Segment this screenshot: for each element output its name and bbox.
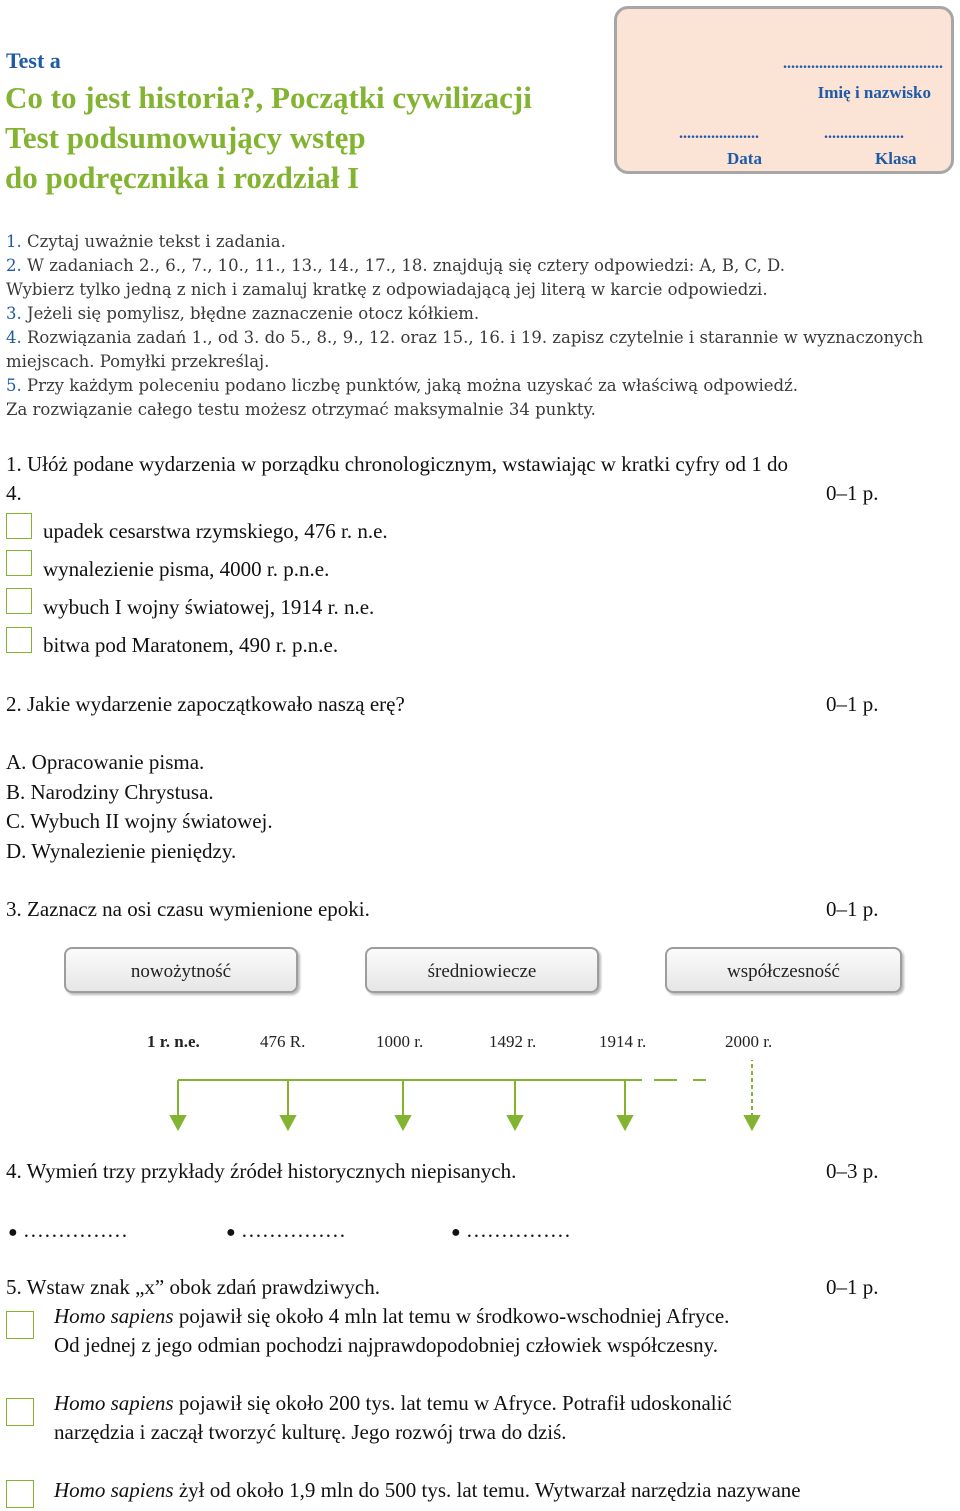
tick-arrow-6 [745, 1116, 759, 1129]
q5-text: 5. Wstaw znak „x” obok zdań prawdziwych. [6, 1275, 380, 1299]
tick-arrow-2 [281, 1116, 295, 1129]
q2-option-c: C. Wybuch II wojny światowej. [6, 809, 273, 833]
q4-text: 4. Wymień trzy przykłady źródeł historycznych niepisanych. [6, 1159, 517, 1183]
q2-option-a: A. Opracowanie pisma. [6, 750, 205, 774]
bullet-icon: ● [8, 1224, 18, 1241]
q1-answer-box-1[interactable] [6, 513, 32, 539]
q1-answer-box-3[interactable] [6, 588, 32, 614]
q5-answer-box-1[interactable] [6, 1311, 34, 1339]
class-label: Klasa [875, 149, 917, 168]
q1-points: 0–1 p. [826, 481, 879, 505]
instr-1-num: 1. [6, 232, 22, 251]
q2-points: 0–1 p. [826, 692, 879, 716]
q1-text: 1. Ułóż podane wydarzenia w porządku chronologicznym, wstawiając w kratki cyfry od 1 do [6, 452, 788, 476]
q4-blank-1: …………… [22, 1218, 128, 1242]
instr-3-num: 3. [6, 304, 22, 323]
tick-arrow-3 [396, 1116, 410, 1129]
bullet-icon: ● [226, 1224, 236, 1241]
q1-item-1: upadek cesarstwa rzymskiego, 476 r. n.e. [43, 519, 388, 543]
student-info-box [614, 6, 954, 174]
instr-5-text-b: Za rozwiązanie całego testu możesz otrzymać maksymalnie 34 punkty. [6, 400, 596, 419]
instr-4-num: 4. [6, 328, 22, 347]
q5-s3-species: Homo sapiens [54, 1478, 174, 1502]
title-line-3: do podręcznika i rozdział I [5, 160, 360, 195]
date-dots: .................... [679, 125, 759, 142]
tick-arrow-1 [171, 1116, 185, 1129]
q2-text: 2. Jakie wydarzenie zapoczątkowało naszą erę? [6, 692, 405, 716]
q3-text: 3. Zaznacz na osi czasu wymienione epoki. [6, 897, 370, 921]
q4-answer-1[interactable] [8, 1218, 128, 1243]
q5-s2-text: pojawił się około 200 tys. lat temu w Afryce. Potrafił udoskonalić [173, 1391, 732, 1415]
q4-blank-3: …………… [465, 1218, 571, 1242]
q5-s1-species: Homo sapiens [54, 1304, 174, 1328]
tick-label-4: 1492 r. [489, 1032, 537, 1051]
timeline-axis [0, 1060, 960, 1140]
q1-item-3: wybuch I wojny światowej, 1914 r. n.e. [43, 595, 375, 619]
epoch-card-nowozytnosc[interactable]: nowożytność [64, 947, 298, 993]
instr-4-text-b: miejscach. Pomyłki przekreślaj. [6, 352, 270, 371]
q1-item-2: wynalezienie pisma, 4000 r. p.n.e. [43, 557, 330, 581]
q3-points: 0–1 p. [826, 897, 879, 921]
instr-4-text: Rozwiązania zadań 1., od 3. do 5., 8., 9., 12. oraz 15., 16. i 19. zapisz czytelnie i starannie w wyznaczonych [27, 328, 924, 347]
name-label: Imię i nazwisko [817, 83, 931, 102]
tick-label-1: 1 r. n.e. [147, 1032, 200, 1051]
q5-answer-box-2[interactable] [6, 1398, 34, 1426]
test-label: Test a [6, 48, 61, 73]
tick-arrow-4 [508, 1116, 522, 1129]
class-dots: .................... [824, 125, 904, 142]
epoch-card-sredniowiecze[interactable]: średniowiecze [365, 947, 599, 993]
instr-2-text-b: Wybierz tylko jedną z nich i zamaluj kratkę z odpowiadającą jej literą w karcie odpowiedzi. [6, 280, 768, 299]
q4-answer-3[interactable] [451, 1218, 571, 1243]
q1-answer-box-4[interactable] [6, 627, 32, 653]
q4-blank-2: …………… [240, 1218, 346, 1242]
q5-s3-text: żył od około 1,9 mln do 500 tys. lat temu. Wytwarzał narzędzia nazywane [173, 1478, 801, 1502]
q1-text-b: 4. [6, 481, 22, 505]
q2-option-b: B. Narodziny Chrystusa. [6, 780, 214, 804]
instructions [6, 230, 923, 422]
q5-statement-2-line-2: narzędzia i zaczął tworzyć kulturę. Jego rozwój trwa do dziś. [54, 1420, 567, 1444]
instr-3-text: Jeżeli się pomylisz, błędne zaznaczenie otocz kółkiem. [27, 304, 480, 323]
date-label: Data [727, 149, 762, 168]
q5-statement-1-line-2: Od jednej z jego odmian pochodzi najprawdopodobniej człowiek współczesny. [54, 1333, 719, 1357]
instr-5-num: 5. [6, 376, 22, 395]
q5-s2-species: Homo sapiens [54, 1391, 174, 1415]
instr-5-text: Przy każdym poleceniu podano liczbę punktów, jaką można uzyskać za właściwą odpowiedź. [27, 376, 799, 395]
q2-option-d: D. Wynalezienie pieniędzy. [6, 839, 237, 863]
name-dots: ........................................ [783, 55, 943, 72]
tick-label-2: 476 R. [260, 1032, 306, 1051]
q5-points: 0–1 p. [826, 1275, 879, 1299]
title-line-2: Test podsumowujący wstęp [5, 120, 366, 155]
q1-answer-box-2[interactable] [6, 550, 32, 576]
q5-statement-2 [54, 1391, 732, 1416]
instr-2-num: 2. [6, 256, 22, 275]
q5-s1-text: pojawił się około 4 mln lat temu w środkowo-wschodniej Afryce. [173, 1304, 730, 1328]
q4-points: 0–3 p. [826, 1159, 879, 1183]
q5-answer-box-3[interactable] [6, 1480, 34, 1508]
bullet-icon: ● [451, 1224, 461, 1241]
tick-label-6: 2000 r. [725, 1032, 773, 1051]
instr-1-text: Czytaj uważnie tekst i zadania. [27, 232, 286, 251]
q1-item-4: bitwa pod Maratonem, 490 r. p.n.e. [43, 633, 339, 657]
title-line-1: Co to jest historia?, Początki cywilizacji [5, 80, 532, 115]
tick-label-3: 1000 r. [376, 1032, 424, 1051]
q4-answer-2[interactable] [226, 1218, 346, 1243]
q5-statement-3 [54, 1478, 801, 1503]
q5-statement-1 [54, 1304, 729, 1329]
instr-2-text: W zadaniach 2., 6., 7., 10., 11., 13., 14., 17., 18. znajdują się cztery odpowiedzi: A, B, C, D. [27, 256, 785, 275]
tick-arrow-5 [618, 1116, 632, 1129]
epoch-card-wspolczesnosc[interactable]: współczesność [665, 947, 902, 993]
tick-label-5: 1914 r. [599, 1032, 647, 1051]
